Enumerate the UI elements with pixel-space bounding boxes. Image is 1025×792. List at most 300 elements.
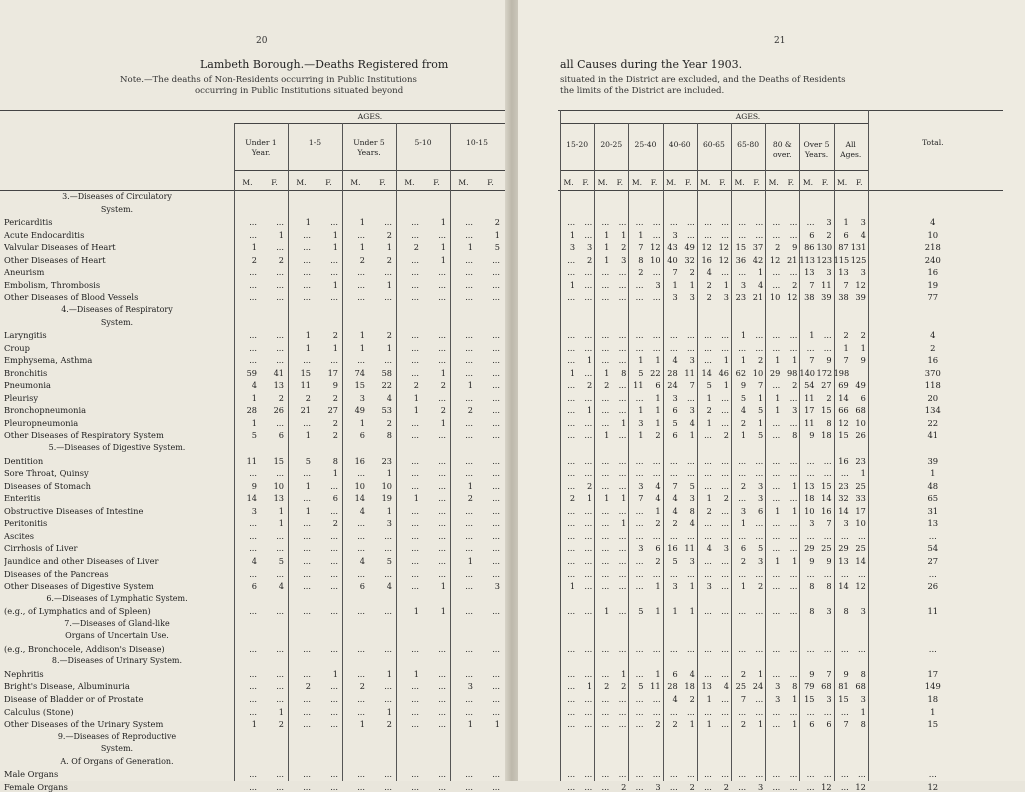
right-cell: 43 — [667, 242, 678, 253]
age-group-left: 10-15 — [466, 138, 488, 147]
right-cell: 1 — [655, 668, 661, 679]
right-cell: 7 — [757, 380, 764, 391]
right-cell: 26 — [855, 430, 866, 441]
left-cell: ... — [492, 530, 500, 541]
right-cell: 3 — [638, 417, 644, 428]
right-cell: 32 — [838, 493, 849, 504]
right-cell: ... — [601, 355, 610, 366]
right-cell: ... — [789, 417, 798, 428]
left-cell: 1 — [467, 242, 473, 253]
left-cell: ... — [357, 706, 365, 717]
right-cell: 13 — [804, 480, 815, 491]
right-cell: ... — [601, 581, 610, 592]
right-cell: ... — [738, 455, 747, 466]
left-cell: 3 — [494, 581, 500, 592]
section-heading: System. — [100, 204, 134, 214]
right-cell: ... — [601, 694, 610, 704]
left-cell: ... — [492, 781, 500, 792]
right-cell: 28 — [667, 367, 678, 378]
left-cell: 4 — [359, 505, 365, 516]
right-cell: 27 — [821, 380, 832, 391]
right-cell: 9 — [860, 355, 866, 366]
left-cell: 1 — [467, 480, 473, 491]
right-cell: ... — [601, 330, 610, 341]
right-cell: 7 — [638, 242, 644, 253]
right-cell: ... — [738, 468, 747, 479]
right-cell: 33 — [855, 493, 866, 504]
left-cell: ... — [411, 342, 419, 353]
left-cell: ... — [465, 292, 473, 303]
left-cell: 8 — [386, 430, 392, 441]
left-cell: ... — [249, 643, 257, 654]
left-cell: ... — [411, 267, 419, 278]
right-cell: 2 — [586, 380, 593, 391]
right-cell: 42 — [752, 254, 764, 265]
total-cell: 118 — [924, 380, 941, 391]
left-cell: ... — [492, 367, 500, 378]
right-cell: 2 — [860, 330, 866, 341]
right-cell: 2 — [775, 242, 781, 253]
right-cell: 3 — [672, 229, 678, 240]
right-cell: 1 — [706, 719, 712, 730]
right-cell: 15 — [821, 405, 832, 416]
right-cell: 2 — [604, 681, 610, 692]
right-cell: ... — [823, 643, 832, 654]
row-label: Bright's Disease, Albuminuria — [4, 681, 130, 692]
right-cell: 1 — [586, 493, 593, 504]
left-cell: ... — [357, 668, 365, 679]
left-cell: ... — [465, 229, 473, 240]
left-cell: ... — [411, 568, 419, 579]
right-cell: ... — [772, 217, 781, 228]
left-cell: ... — [357, 568, 365, 579]
left-cell: ... — [303, 267, 311, 278]
right-cell: ... — [721, 330, 729, 341]
right-cell: 8 — [826, 417, 832, 428]
right-cell: 1 — [740, 518, 747, 529]
right-cell: 1 — [723, 279, 729, 290]
age-group-right: 25-40 — [634, 140, 657, 149]
right-cell: ... — [635, 706, 644, 717]
right-cell: ... — [584, 217, 593, 228]
total-cell: 134 — [924, 405, 941, 416]
right-cell: ... — [567, 606, 576, 617]
right-cell: 5 — [638, 367, 644, 378]
left-cell: ... — [411, 480, 419, 491]
left-cell: 23 — [381, 455, 392, 466]
row-label: Enteritis — [4, 493, 41, 504]
ages-header-left: AGES. — [357, 112, 383, 121]
left-cell: ... — [438, 769, 446, 780]
left-cell: 1 — [278, 706, 284, 717]
right-cell: ... — [704, 355, 712, 366]
left-cell: ... — [384, 292, 392, 303]
right-cell: 1 — [792, 694, 798, 704]
right-cell: 37 — [752, 242, 764, 253]
right-cell: ... — [584, 543, 593, 554]
right-cell: ... — [601, 480, 610, 491]
total-cell: 26 — [927, 581, 939, 592]
right-cell: ... — [601, 505, 610, 516]
left-cell: 1 — [305, 430, 311, 441]
left-cell: ... — [276, 342, 284, 353]
left-cell: 1 — [440, 254, 446, 265]
total-cell: ... — [928, 530, 937, 541]
left-cell: 1 — [494, 719, 500, 730]
total-cell: 4 — [930, 217, 936, 228]
right-cell: ... — [789, 455, 798, 466]
section-heading: 5.—Diseases of Digestive System. — [48, 443, 186, 452]
right-cell: 3 — [689, 355, 695, 366]
left-cell: ... — [384, 530, 392, 541]
left-cell: 1 — [332, 242, 338, 253]
right-cell: ... — [772, 530, 781, 541]
right-cell: 8 — [792, 430, 798, 441]
left-cell: ... — [276, 769, 284, 780]
total-cell: 240 — [924, 254, 941, 265]
left-cell: 22 — [381, 380, 392, 391]
right-cell: 4 — [740, 405, 747, 416]
right-cell: ... — [704, 643, 712, 654]
age-group-right: 65-80 — [737, 140, 760, 149]
right-cell: 8 — [809, 606, 815, 617]
left-cell: 1 — [305, 330, 311, 341]
right-cell: ... — [721, 643, 729, 654]
right-cell: ... — [772, 480, 781, 491]
right-cell: ... — [567, 217, 576, 228]
right-cell: 11 — [684, 543, 695, 554]
age-group-left: 5-10 — [414, 138, 432, 147]
left-cell: ... — [465, 543, 473, 554]
right-cell: 1 — [655, 606, 661, 617]
right-cell: ... — [584, 342, 593, 353]
left-cell: ... — [492, 681, 500, 692]
left-cell: ... — [276, 543, 284, 554]
left-cell: 5 — [386, 555, 392, 566]
right-cell: ... — [789, 581, 798, 592]
right-cell: ... — [635, 581, 644, 592]
left-cell: ... — [249, 342, 257, 353]
right-cell: ... — [840, 706, 849, 717]
mf-label-right: M. — [700, 178, 711, 187]
right-cell: ... — [721, 417, 729, 428]
right-cell: ... — [755, 468, 764, 479]
right-cell: 3 — [775, 694, 781, 704]
left-cell: 1 — [305, 217, 311, 228]
right-cell: 1 — [706, 694, 712, 704]
right-cell: 2 — [740, 719, 747, 730]
right-cell: 10 — [752, 367, 764, 378]
left-cell: ... — [492, 267, 500, 278]
right-cell: 2 — [689, 694, 695, 704]
left-cell: ... — [303, 417, 311, 428]
left-cell: 1 — [359, 242, 365, 253]
right-cell: ... — [652, 694, 661, 704]
row-label: Obstructive Diseases of Intestine — [4, 505, 144, 516]
right-cell: ... — [618, 543, 627, 554]
left-cell: ... — [411, 781, 419, 792]
right-cell: 1 — [604, 430, 610, 441]
right-cell: 10 — [804, 505, 815, 516]
right-cell: 3 — [757, 493, 764, 504]
right-cell: 3 — [689, 555, 695, 566]
row-label: Other Diseases of Heart — [4, 254, 106, 265]
mf-label-right: F. — [650, 178, 658, 187]
left-cell: ... — [438, 279, 446, 290]
right-cell: 2 — [723, 781, 729, 792]
right-cell: ... — [567, 417, 576, 428]
right-cell: ... — [704, 555, 712, 566]
left-cell: ... — [303, 530, 311, 541]
right-cell: 22 — [650, 367, 661, 378]
right-cell: ... — [635, 769, 644, 780]
total-cell: 39 — [927, 455, 939, 466]
left-cell: ... — [249, 267, 257, 278]
right-cell: ... — [738, 229, 747, 240]
right-cell: 2 — [586, 254, 593, 265]
left-cell: ... — [438, 342, 446, 353]
left-cell: ... — [492, 518, 500, 529]
right-cell: 7 — [826, 518, 832, 529]
right-cell: ... — [618, 217, 627, 228]
right-cell: 86 — [804, 242, 815, 253]
row-label: Croup — [4, 342, 30, 353]
row-label: Sore Throat, Quinsy — [4, 468, 89, 479]
row-label: Pleuropneumonia — [4, 417, 79, 428]
left-cell: ... — [465, 581, 473, 592]
header-top-rule-left — [0, 110, 507, 111]
right-cell: ... — [584, 719, 593, 730]
right-cell: ... — [618, 279, 627, 290]
right-cell: 2 — [706, 279, 712, 290]
right-cell: ... — [721, 480, 729, 491]
left-cell: 1 — [251, 417, 257, 428]
left-cell: 1 — [413, 668, 419, 679]
right-cell: ... — [738, 568, 747, 579]
right-cell: ... — [789, 543, 798, 554]
right-cell: ... — [789, 468, 798, 479]
mf-label-right: F. — [719, 178, 726, 187]
left-cell: ... — [465, 606, 473, 617]
right-cell: 1 — [860, 706, 866, 717]
total-cell: 20 — [927, 392, 939, 403]
right-cell: ... — [652, 330, 661, 341]
right-cell: ... — [618, 706, 627, 717]
left-cell: ... — [357, 229, 365, 240]
right-cell: 3 — [826, 606, 832, 617]
left-cell: 2 — [440, 380, 446, 391]
left-cell: ... — [330, 681, 338, 692]
right-cell: ... — [721, 518, 729, 529]
left-cell: 1 — [251, 242, 257, 253]
left-cell: ... — [249, 781, 257, 792]
right-cell: 1 — [757, 719, 764, 730]
left-cell: ... — [330, 505, 338, 516]
left-cell: ... — [249, 330, 257, 341]
left-cell: 14 — [246, 493, 257, 504]
right-cell: 113 — [799, 254, 816, 265]
left-cell: ... — [492, 568, 500, 579]
right-cell: 9 — [792, 242, 798, 253]
left-cell: ... — [303, 254, 311, 265]
mf-label-left: M. — [242, 178, 253, 187]
left-cell: ... — [438, 706, 446, 717]
total-cell: 2 — [930, 342, 936, 353]
right-cell: 7 — [689, 380, 695, 391]
left-cell: ... — [465, 417, 473, 428]
right-cell: 5 — [672, 555, 678, 566]
right-cell: ... — [772, 719, 781, 730]
right-cell: 5 — [740, 392, 747, 403]
left-cell: ... — [303, 706, 311, 717]
right-cell: 68 — [821, 681, 832, 692]
mf-rule-right — [560, 170, 868, 171]
right-cell: ... — [738, 530, 747, 541]
right-cell: ... — [584, 367, 593, 378]
right-cell: 1 — [706, 493, 712, 504]
left-cell: 1 — [251, 392, 257, 403]
left-cell: ... — [276, 568, 284, 579]
left-cell: 1 — [305, 342, 311, 353]
right-cell: ... — [721, 769, 729, 780]
right-cell: 3 — [706, 581, 712, 592]
left-cell: ... — [465, 355, 473, 366]
right-cell: ... — [567, 405, 576, 416]
right-cell: 17 — [804, 405, 815, 416]
right-cell: ... — [635, 455, 644, 466]
right-cell: ... — [601, 417, 610, 428]
right-cell: ... — [789, 530, 798, 541]
right-cell: ... — [618, 581, 627, 592]
mf-label-left: F. — [433, 178, 440, 187]
right-cell: ... — [772, 493, 781, 504]
right-cell: 1 — [621, 518, 627, 529]
page-number-right: 21 — [774, 36, 786, 46]
left-cell: 9 — [251, 480, 257, 491]
right-cell: 1 — [689, 606, 695, 617]
right-cell: 3 — [757, 480, 764, 491]
right-cell: ... — [567, 706, 576, 717]
right-cell: ... — [635, 518, 644, 529]
right-cell: 79 — [804, 681, 815, 692]
right-cell: ... — [635, 330, 644, 341]
left-cell: 1 — [386, 279, 392, 290]
left-cell: ... — [330, 543, 338, 554]
left-cell: ... — [303, 543, 311, 554]
right-cell: ... — [686, 330, 695, 341]
ages-rule-left — [234, 123, 507, 124]
left-cell: ... — [384, 643, 392, 654]
total-cell: 12 — [927, 781, 939, 792]
left-cell: 4 — [278, 581, 284, 592]
left-cell: ... — [303, 518, 311, 529]
right-cell: ... — [772, 769, 781, 780]
right-cell: ... — [618, 606, 627, 617]
right-cell: ... — [721, 694, 729, 704]
left-cell: ... — [465, 217, 473, 228]
right-cell: 7 — [672, 480, 678, 491]
left-cell: ... — [303, 694, 311, 704]
right-cell: ... — [567, 543, 576, 554]
right-cell: ... — [601, 769, 610, 780]
right-cell: ... — [789, 643, 798, 654]
right-cell: ... — [584, 568, 593, 579]
right-cell: 2 — [740, 417, 747, 428]
left-cell: 74 — [354, 367, 365, 378]
left-cell: ... — [465, 781, 473, 792]
right-cell: ... — [669, 706, 678, 717]
left-cell: ... — [411, 706, 419, 717]
right-cell: 13 — [701, 681, 712, 692]
left-cell: ... — [384, 543, 392, 554]
left-cell: ... — [492, 330, 500, 341]
row-label: Other Diseases of Respiratory System — [4, 430, 164, 441]
right-cell: ... — [567, 530, 576, 541]
left-cell: ... — [438, 493, 446, 504]
left-cell: ... — [492, 606, 500, 617]
left-cell: 1 — [386, 242, 392, 253]
right-cell: ... — [789, 568, 798, 579]
right-cell: ... — [601, 668, 610, 679]
left-cell: ... — [438, 330, 446, 341]
left-cell: 15 — [354, 380, 365, 391]
right-cell: 1 — [621, 229, 627, 240]
right-cell: 2 — [792, 380, 798, 391]
mf-label-right: M. — [597, 178, 608, 187]
right-cell: ... — [618, 455, 627, 466]
right-cell: 2 — [655, 430, 661, 441]
right-cell: 1 — [689, 430, 695, 441]
left-cell: ... — [438, 518, 446, 529]
row-label: Other Diseases of Blood Vessels — [4, 292, 139, 303]
right-cell: 4 — [706, 543, 712, 554]
left-cell: 2 — [494, 217, 500, 228]
right-cell: 1 — [775, 555, 781, 566]
right-cell: 8 — [621, 367, 627, 378]
left-cell: ... — [357, 781, 365, 792]
left-cell: ... — [276, 468, 284, 479]
left-cell: ... — [492, 694, 500, 704]
left-cell: ... — [357, 355, 365, 366]
left-cell: ... — [330, 254, 338, 265]
right-cell: ... — [704, 769, 712, 780]
left-cell: ... — [330, 719, 338, 730]
left-cell: ... — [303, 279, 311, 290]
left-cell: ... — [330, 292, 338, 303]
right-cell: ... — [704, 480, 712, 491]
right-cell: ... — [806, 769, 815, 780]
left-cell: ... — [465, 706, 473, 717]
left-cell: ... — [276, 417, 284, 428]
right-cell: 9 — [809, 668, 815, 679]
left-cell: ... — [492, 468, 500, 479]
left-cell: 41 — [273, 367, 284, 378]
right-cell: ... — [704, 668, 712, 679]
left-cell: 1 — [494, 229, 500, 240]
left-cell: ... — [465, 643, 473, 654]
left-cell: ... — [357, 292, 365, 303]
left-cell: ... — [384, 694, 392, 704]
right-cell: ... — [686, 229, 695, 240]
right-cell: ... — [772, 581, 781, 592]
right-cell: ... — [806, 530, 815, 541]
left-cell: 2 — [386, 330, 392, 341]
left-cell: ... — [411, 543, 419, 554]
left-cell: 1 — [278, 505, 284, 516]
right-cell: 21 — [752, 292, 764, 303]
right-cell: 66 — [838, 405, 849, 416]
left-cell: 2 — [386, 719, 392, 730]
